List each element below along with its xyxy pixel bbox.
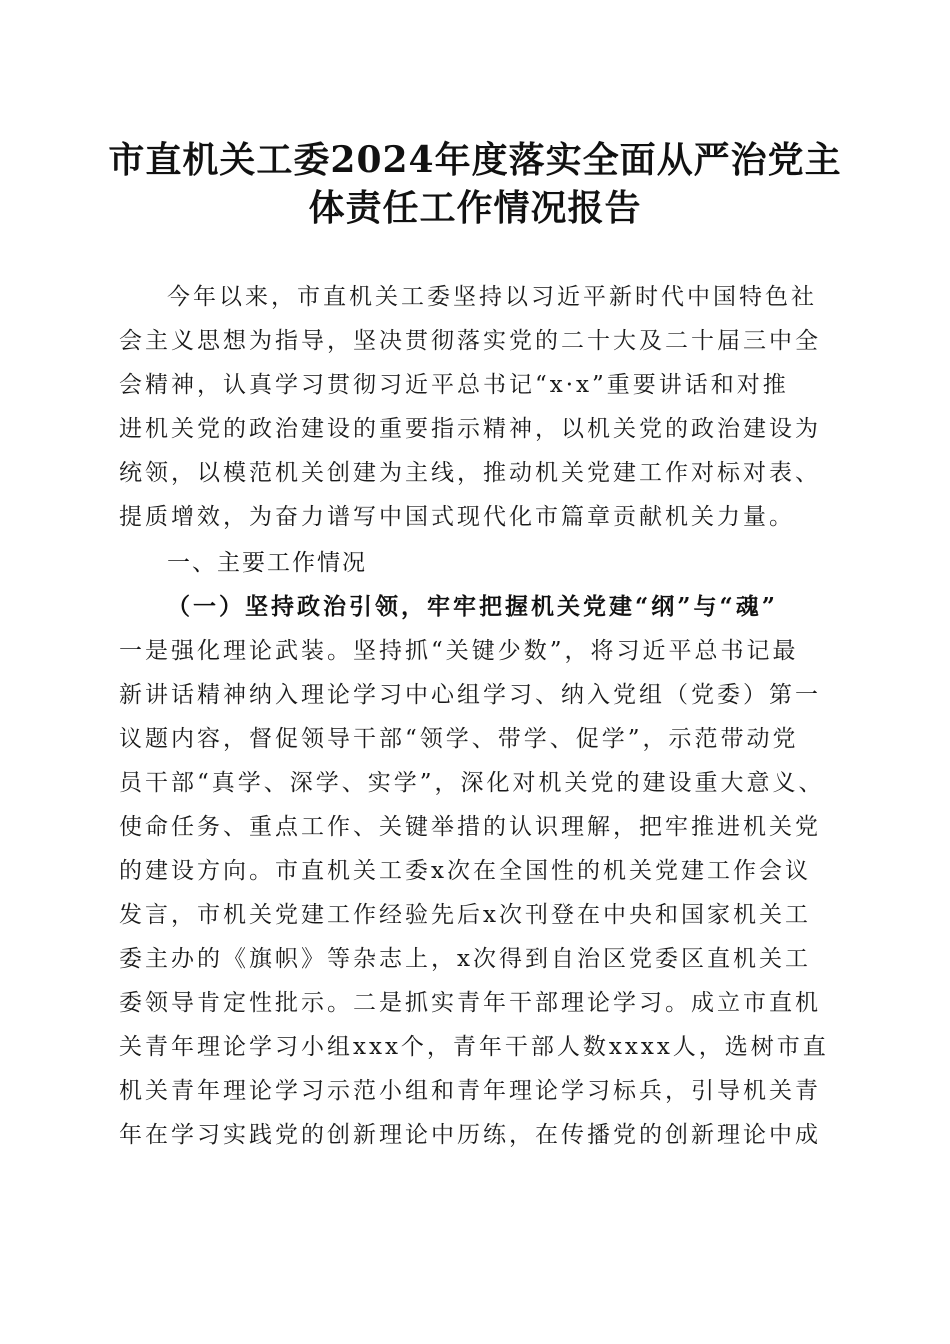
document-title-line-2: 体责任工作情况报告 — [308, 187, 642, 229]
paragraph-line: 新讲话精神纳入理论学习中心组学习、纳入党组（党委）第一 — [119, 682, 821, 708]
paragraph-line: 委领导肯定性批示。二是抓实青年干部理论学习。成立市直机 — [119, 990, 821, 1016]
paragraph-line: 的建设方向。市直机关工委x次在全国性的机关党建工作会议 — [119, 858, 811, 884]
paragraph-line: 统领，以模范机关创建为主线，推动机关党建工作对标对表、 — [119, 460, 821, 486]
paragraph-line: 关青年理论学习小组xxx个，青年干部人数xxxx人，选树市直 — [119, 1034, 829, 1060]
paragraph-line: 进机关党的政治建设的重要指示精神，以机关党的政治建设为 — [119, 416, 821, 442]
paragraph-line: 发言，市机关党建工作经验先后x次刊登在中央和国家机关工 — [119, 902, 811, 928]
paragraph-line: 今年以来，市直机关工委坚持以习近平新时代中国特色社 — [167, 284, 817, 310]
subsection-heading: （一）坚持政治引领，牢牢把握机关党建“纲”与“魂” — [167, 593, 778, 620]
paragraph-line: 年在学习实践党的创新理论中历练，在传播党的创新理论中成 — [119, 1122, 821, 1148]
paragraph-line: 一是强化理论武装。坚持抓“关键少数”，将习近平总书记最 — [119, 638, 799, 664]
paragraph-line: 议题内容，督促领导干部“领学、带学、促学”，示范带动党 — [119, 726, 799, 752]
section-heading: 一、主要工作情况 — [167, 550, 367, 576]
paragraph-line: 员干部“真学、深学、实学”，深化对机关党的建设重大意义、 — [119, 770, 825, 796]
paragraph-line: 会主义思想为指导，坚决贯彻落实党的二十大及二十届三中全 — [119, 328, 821, 354]
paragraph-line: 使命任务、重点工作、关键举措的认识理解，把牢推进机关党 — [119, 814, 821, 840]
paragraph-line: 提质增效，为奋力谱写中国式现代化市篇章贡献机关力量。 — [119, 504, 795, 530]
document-title-line-1: 市直机关工委2024年度落实全面从严治党主 — [108, 139, 842, 181]
paragraph-line: 会精神，认真学习贯彻习近平总书记“x·x”重要讲话和对推 — [119, 372, 789, 398]
paragraph-line: 机关青年理论学习示范小组和青年理论学习标兵，引导机关青 — [119, 1078, 821, 1104]
paragraph-line: 委主办的《旗帜》等杂志上，x次得到自治区党委区直机关工 — [119, 946, 811, 972]
